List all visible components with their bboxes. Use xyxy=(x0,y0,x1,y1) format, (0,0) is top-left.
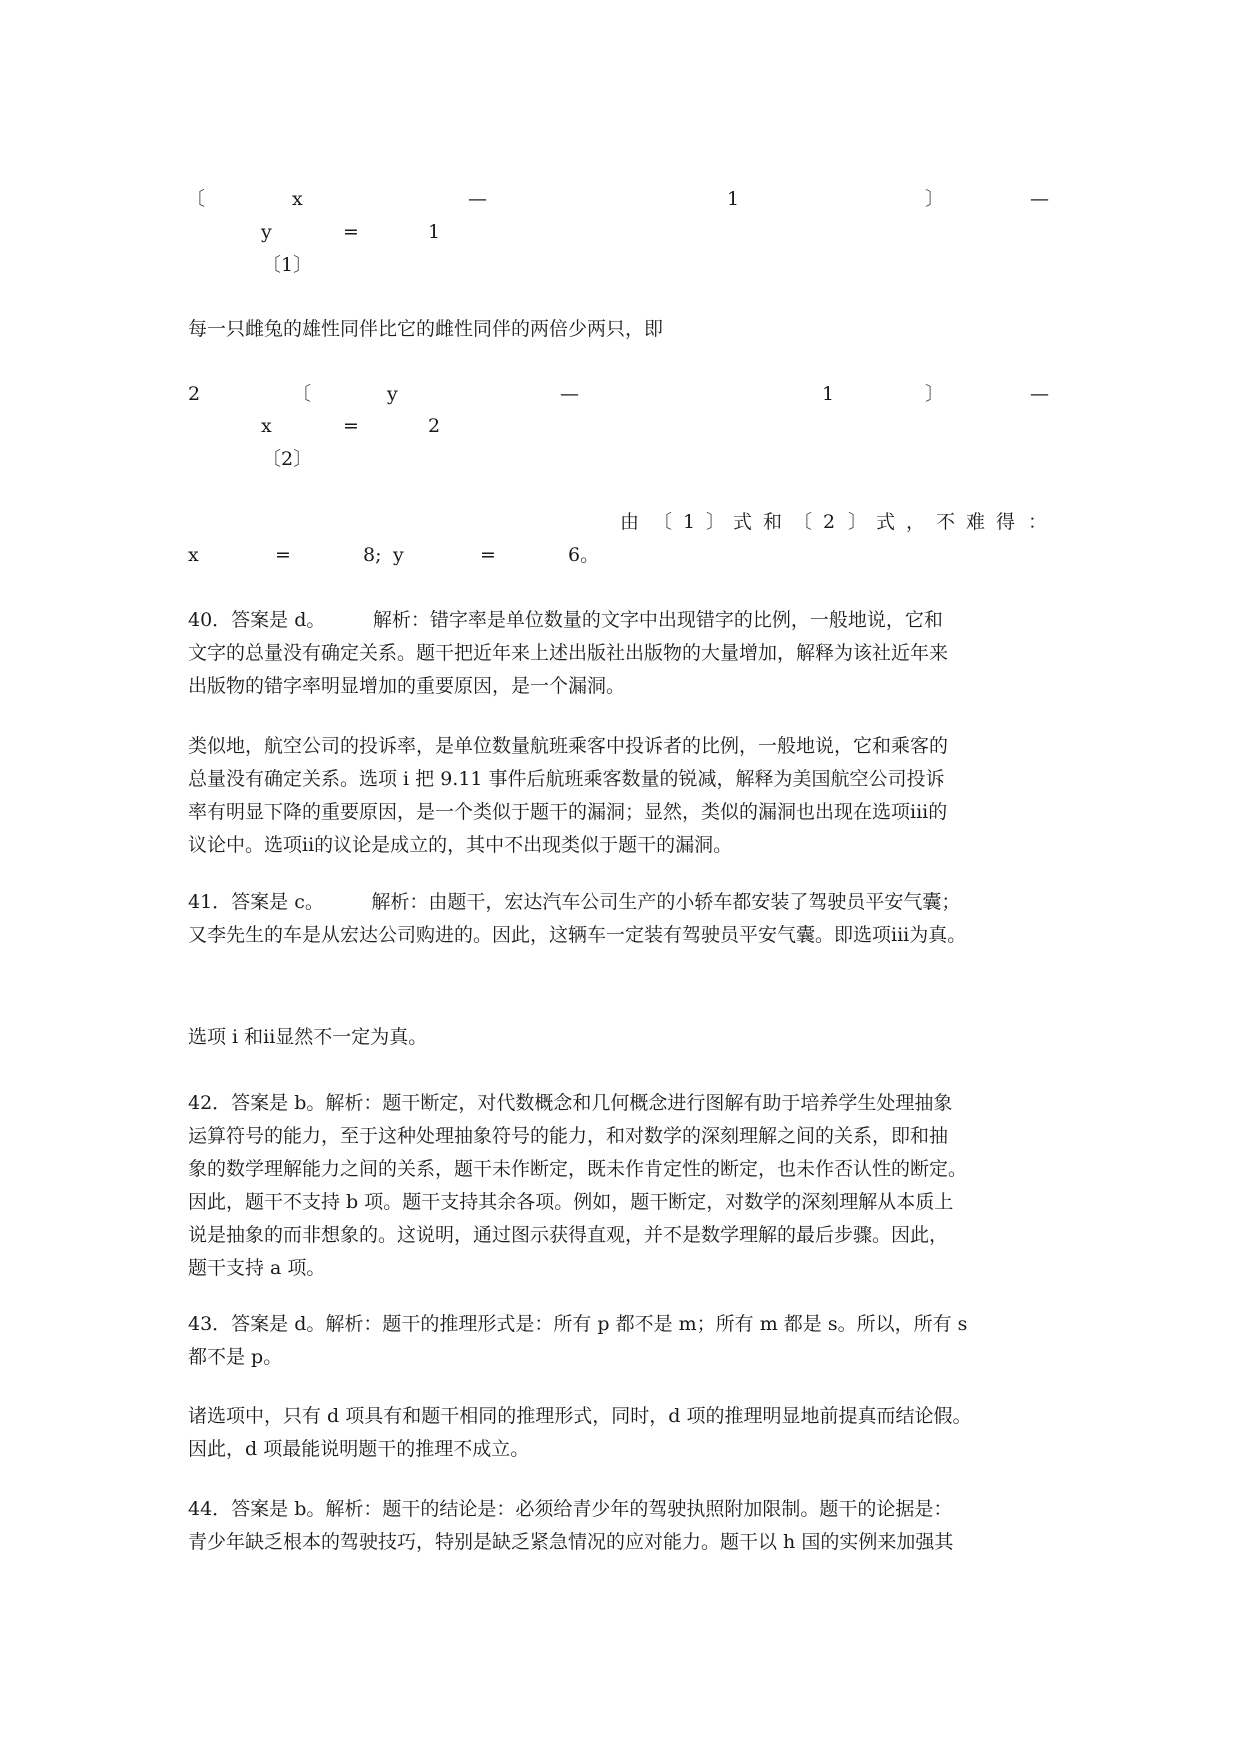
result-token: 2 xyxy=(823,511,836,533)
paragraph-q40: 40．答案是 d。 解析：错字率是单位数量的文字中出现错字的比例，一般地说，它和 文字的总量没有确定关系。题干把近年来上述出版社出版物的大量增加，解释为该社近年来 出版物的错字率明显增加的重要原因，是一个漏洞。 xyxy=(188,609,949,697)
result-token: = xyxy=(480,544,496,566)
eq2-token: 2 xyxy=(428,415,441,437)
result-token: 8; xyxy=(363,544,382,566)
result-token: 和 xyxy=(763,511,783,533)
eq1-token: x xyxy=(292,188,303,210)
result-token: 〕 xyxy=(706,511,726,533)
result-token: 式 xyxy=(876,511,896,533)
result-token: 式 xyxy=(733,511,753,533)
eq2-token: x xyxy=(261,415,272,437)
paragraph-q40-analogy: 类似地，航空公司的投诉率，是单位数量航班乘客中投诉者的比例，一般地说，它和乘客的 总量没有确定关系。选项 i 把 9.11 事件后航班乘客数量的锐减，解释为美国航空公司投诉 率有明显下降的重要原因，是一个类似于题干的漏洞；显然，类似的漏洞也出现在选项iii的 议论中。选项ii的议论是成立的，其中不出现类似于题干的漏洞。 xyxy=(188,735,949,856)
eq2-token: = xyxy=(343,415,359,437)
result-token: ： xyxy=(1028,511,1048,533)
eq1-token: 〔 xyxy=(186,188,206,210)
result-token: x xyxy=(188,544,199,566)
eq2-token: 〕 xyxy=(925,383,945,405)
result-token: = xyxy=(275,544,291,566)
eq1-label: 〔1〕 xyxy=(262,254,313,276)
result-token: 6。 xyxy=(568,544,600,566)
result-token: 难 xyxy=(966,511,986,533)
result-token: 1 xyxy=(683,511,696,533)
eq1-token: — xyxy=(468,188,487,210)
eq2-label: 〔2〕 xyxy=(262,448,313,470)
eq2-token: 〔 xyxy=(292,383,312,405)
paragraph-q43: 43．答案是 d。解析：题干的推理形式是：所有 p 都不是 m；所有 m 都是 s。所以，所有 s 都不是 p。 xyxy=(188,1313,968,1368)
eq1-token: = xyxy=(343,221,359,243)
eq1-token: 1 xyxy=(428,221,441,243)
eq1-token: — xyxy=(1030,188,1049,210)
paragraph-q42: 42．答案是 b。解析：题干断定，对代数概念和几何概念进行图解有助于培养学生处理抽象 运算符号的能力，至于这种处理抽象符号的能力，和对数学的深刻理解之间的关系，即和抽 象的数学理解能力之间的关系，题干未作断定，既未作肯定性的断定，也未作否认性的断定。 因此，题干不支持 b 项。题干支持其余各项。例如，题干断定，对数学的深刻理解从本质上 说是抽象的而非想象的。这说明，通过图示获得直观，并不是数学理解的最后步骤。因此， 题干支持 a 项。 xyxy=(188,1092,968,1279)
paragraph-q43-options: 诸选项中，只有 d 项具有和题干相同的推理形式，同时，d 项的推理明显地前提真而结论假。 因此，d 项最能说明题干的推理不成立。 xyxy=(188,1405,972,1460)
result-token: 〔 xyxy=(653,511,673,533)
result-token: ， xyxy=(906,511,926,533)
result-token: 不 xyxy=(936,511,956,533)
eq2-token: 2 xyxy=(188,383,201,405)
eq2-token: 1 xyxy=(822,383,835,405)
result-token: 由 xyxy=(620,511,640,533)
paragraph-q41-options: 选项 i 和ii显然不一定为真。 xyxy=(188,1026,428,1048)
eq1-token: 1 xyxy=(727,188,740,210)
result-token: 得 xyxy=(996,511,1016,533)
result-token: 〔 xyxy=(793,511,813,533)
eq1-token: y xyxy=(261,221,272,243)
result-token: y xyxy=(393,544,404,566)
intro-sentence: 每一只雌兔的雄性同伴比它的雌性同伴的两倍少两只，即 xyxy=(188,318,664,340)
result-token: 〕 xyxy=(848,511,868,533)
paragraph-q41: 41．答案是 c。 解析：由题干，宏达汽车公司生产的小轿车都安装了驾驶员平安气囊； 又李先生的车是从宏达公司购进的。因此，这辆车一定装有驾驶员平安气囊。即选项iii为真。 xyxy=(188,891,967,946)
eq1-token: 〕 xyxy=(925,188,945,210)
paragraph-q44: 44．答案是 b。解析：题干的结论是：必须给青少年的驾驶执照附加限制。题干的论据是： 青少年缺乏根本的驾驶技巧，特别是缺乏紧急情况的应对能力。题干以 h 国的实例来加强其 xyxy=(188,1498,954,1553)
eq2-token: y xyxy=(387,383,398,405)
eq2-token: — xyxy=(560,383,579,405)
eq2-token: — xyxy=(1030,383,1049,405)
